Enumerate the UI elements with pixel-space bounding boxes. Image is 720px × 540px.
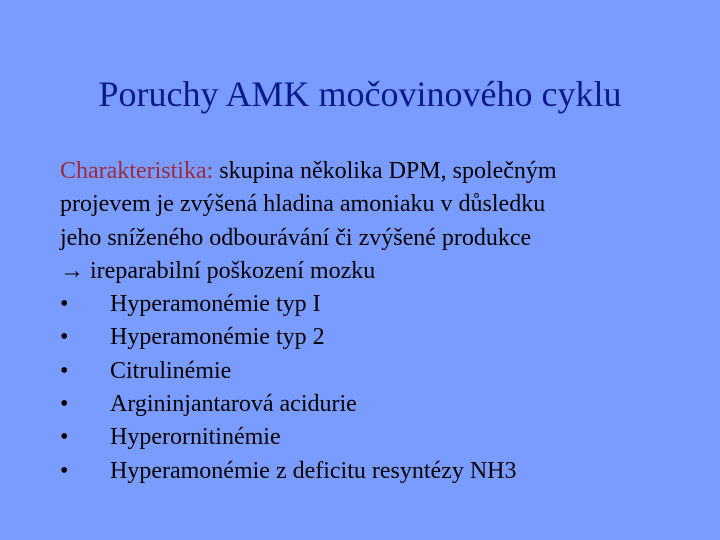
list-item [60, 388, 680, 421]
list-item-text: Argininjantarová acidurie [110, 391, 357, 418]
bullet-icon: • [60, 291, 69, 318]
intro-line-3: jeho sníženého odbourávání či zvýšené produkce [60, 224, 532, 251]
intro-highlight: Charakteristika: [60, 158, 214, 184]
bullet-icon: • [60, 324, 69, 351]
bullet-icon: • [60, 391, 69, 418]
list-item-text: Hyperamonémie typ I [110, 291, 321, 318]
list-item [60, 455, 680, 488]
list-item [60, 355, 680, 388]
bullet-icon: • [60, 424, 69, 451]
bullet-icon: • [60, 457, 69, 484]
intro-line-2: projevem je zvýšená hladina amoniaku v důsledku [60, 191, 546, 218]
list-item [60, 321, 680, 354]
list-item-text: Citrulinémie [110, 357, 232, 384]
list-item-text: Hyperamonémie z deficitu resyntézy NH3 [110, 457, 517, 484]
intro-line-4: → ireparabilní poškození mozku [60, 257, 376, 284]
list-item-text: Hyperamonémie typ 2 [110, 324, 325, 351]
bullet-icon: • [60, 357, 69, 384]
intro-text: skupina několika DPM, společným [213, 158, 557, 184]
list-item-text: Hyperornitinémie [110, 424, 281, 451]
intro-line [60, 155, 680, 188]
slide-title: Poruchy AMK močovinového cyklu [98, 74, 622, 114]
list-item [60, 421, 680, 454]
list-item [60, 288, 680, 321]
slide-body [60, 155, 680, 488]
